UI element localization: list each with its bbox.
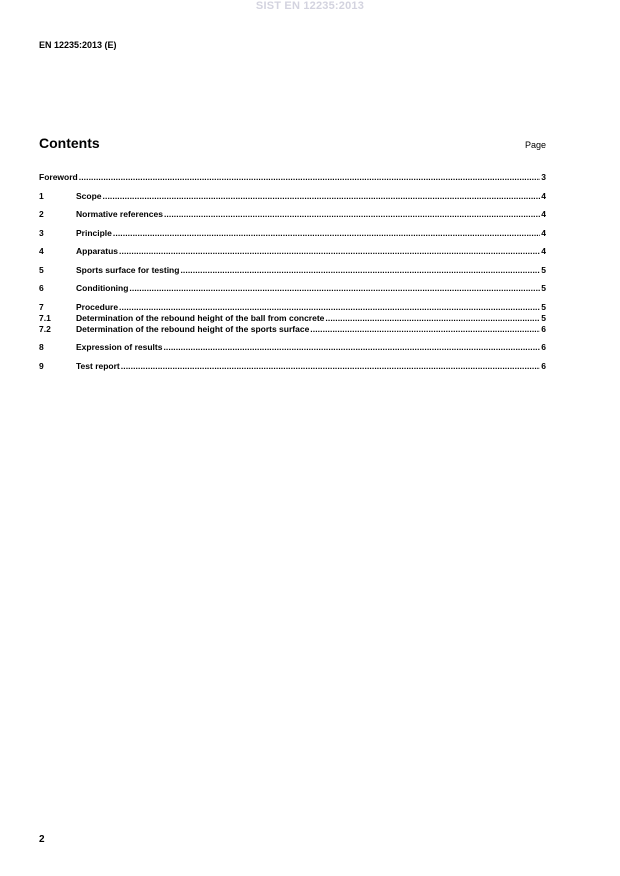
toc-entry-rebound-sports-surface[interactable] (39, 324, 546, 335)
toc-leader-dots (113, 228, 540, 239)
toc-leader-dots (119, 302, 540, 313)
toc-entry-expression-of-results[interactable] (39, 342, 546, 353)
toc-entry-page: 5 (541, 264, 546, 275)
toc-entry-page: 5 (541, 312, 546, 323)
toc-entry-page: 4 (541, 190, 546, 201)
contents-heading: Contents (39, 135, 100, 151)
toc-entry-page: 6 (541, 342, 546, 352)
table-of-contents (39, 172, 546, 379)
toc-entry-number: 9 (39, 360, 44, 371)
toc-entry-page: 4 (541, 227, 546, 238)
toc-leader-dots (121, 361, 540, 372)
toc-entry-principle[interactable] (39, 228, 546, 239)
toc-entry-number: 7.2 (39, 323, 51, 334)
toc-entry-title: Scope (76, 190, 102, 201)
toc-entry-conditioning[interactable] (39, 283, 546, 294)
toc-entry-page: 6 (541, 360, 546, 371)
toc-entry-foreword[interactable] (39, 172, 546, 183)
toc-entry-number: 2 (39, 209, 44, 219)
page-number: 2 (39, 834, 45, 845)
toc-entry-title: Principle (76, 227, 112, 238)
toc-entry-scope[interactable] (39, 191, 546, 202)
toc-leader-dots (325, 313, 540, 324)
toc-entry-test-report[interactable] (39, 361, 546, 372)
toc-entry-number: 4 (39, 246, 44, 256)
toc-entry-title: Sports surface for testing (76, 264, 180, 275)
toc-entry-title: Determination of the rebound height of the ball from concrete (76, 312, 325, 323)
toc-entry-page: 5 (541, 301, 546, 312)
toc-entry-page: 5 (541, 283, 546, 293)
toc-entry-number: 3 (39, 227, 44, 238)
toc-leader-dots (310, 324, 540, 335)
toc-entry-title: Apparatus (76, 246, 119, 256)
toc-entry-title: Procedure (76, 301, 119, 312)
toc-entry-title: Expression of results (76, 342, 163, 352)
watermark: SIST EN 12235:2013 (255, 0, 365, 12)
toc-entry-number: 7 (39, 301, 44, 312)
toc-leader-dots (163, 342, 540, 353)
toc-entry-normative-references[interactable] (39, 209, 546, 220)
toc-leader-dots (79, 172, 541, 183)
page-column-label: Page (524, 140, 546, 150)
toc-leader-dots (164, 209, 540, 220)
toc-entry-page: 3 (541, 172, 546, 182)
toc-leader-dots (129, 283, 540, 294)
toc-entry-rebound-concrete[interactable] (39, 313, 546, 324)
toc-entry-title: Determination of the rebound height of the sports surface (76, 323, 310, 334)
toc-entry-page: 4 (541, 209, 546, 219)
toc-leader-dots (103, 191, 541, 202)
toc-entry-title: Test report (76, 360, 120, 371)
toc-entry-number: 8 (39, 342, 44, 352)
toc-entry-page: 4 (541, 246, 546, 256)
toc-entry-number: 6 (39, 283, 44, 293)
toc-entry-title: Foreword (39, 172, 78, 182)
toc-entry-sports-surface[interactable] (39, 265, 546, 276)
toc-leader-dots (180, 265, 540, 276)
toc-entry-title: Normative references (76, 209, 163, 219)
toc-leader-dots (119, 246, 540, 257)
toc-entry-number: 7.1 (39, 312, 51, 323)
toc-entry-number: 1 (39, 190, 44, 201)
toc-entry-page: 6 (541, 323, 546, 334)
document-id: EN 12235:2013 (E) (39, 40, 117, 50)
toc-entry-number: 5 (39, 264, 44, 275)
toc-entry-title: Conditioning (76, 283, 129, 293)
toc-entry-procedure[interactable] (39, 302, 546, 313)
toc-entry-apparatus[interactable] (39, 246, 546, 257)
